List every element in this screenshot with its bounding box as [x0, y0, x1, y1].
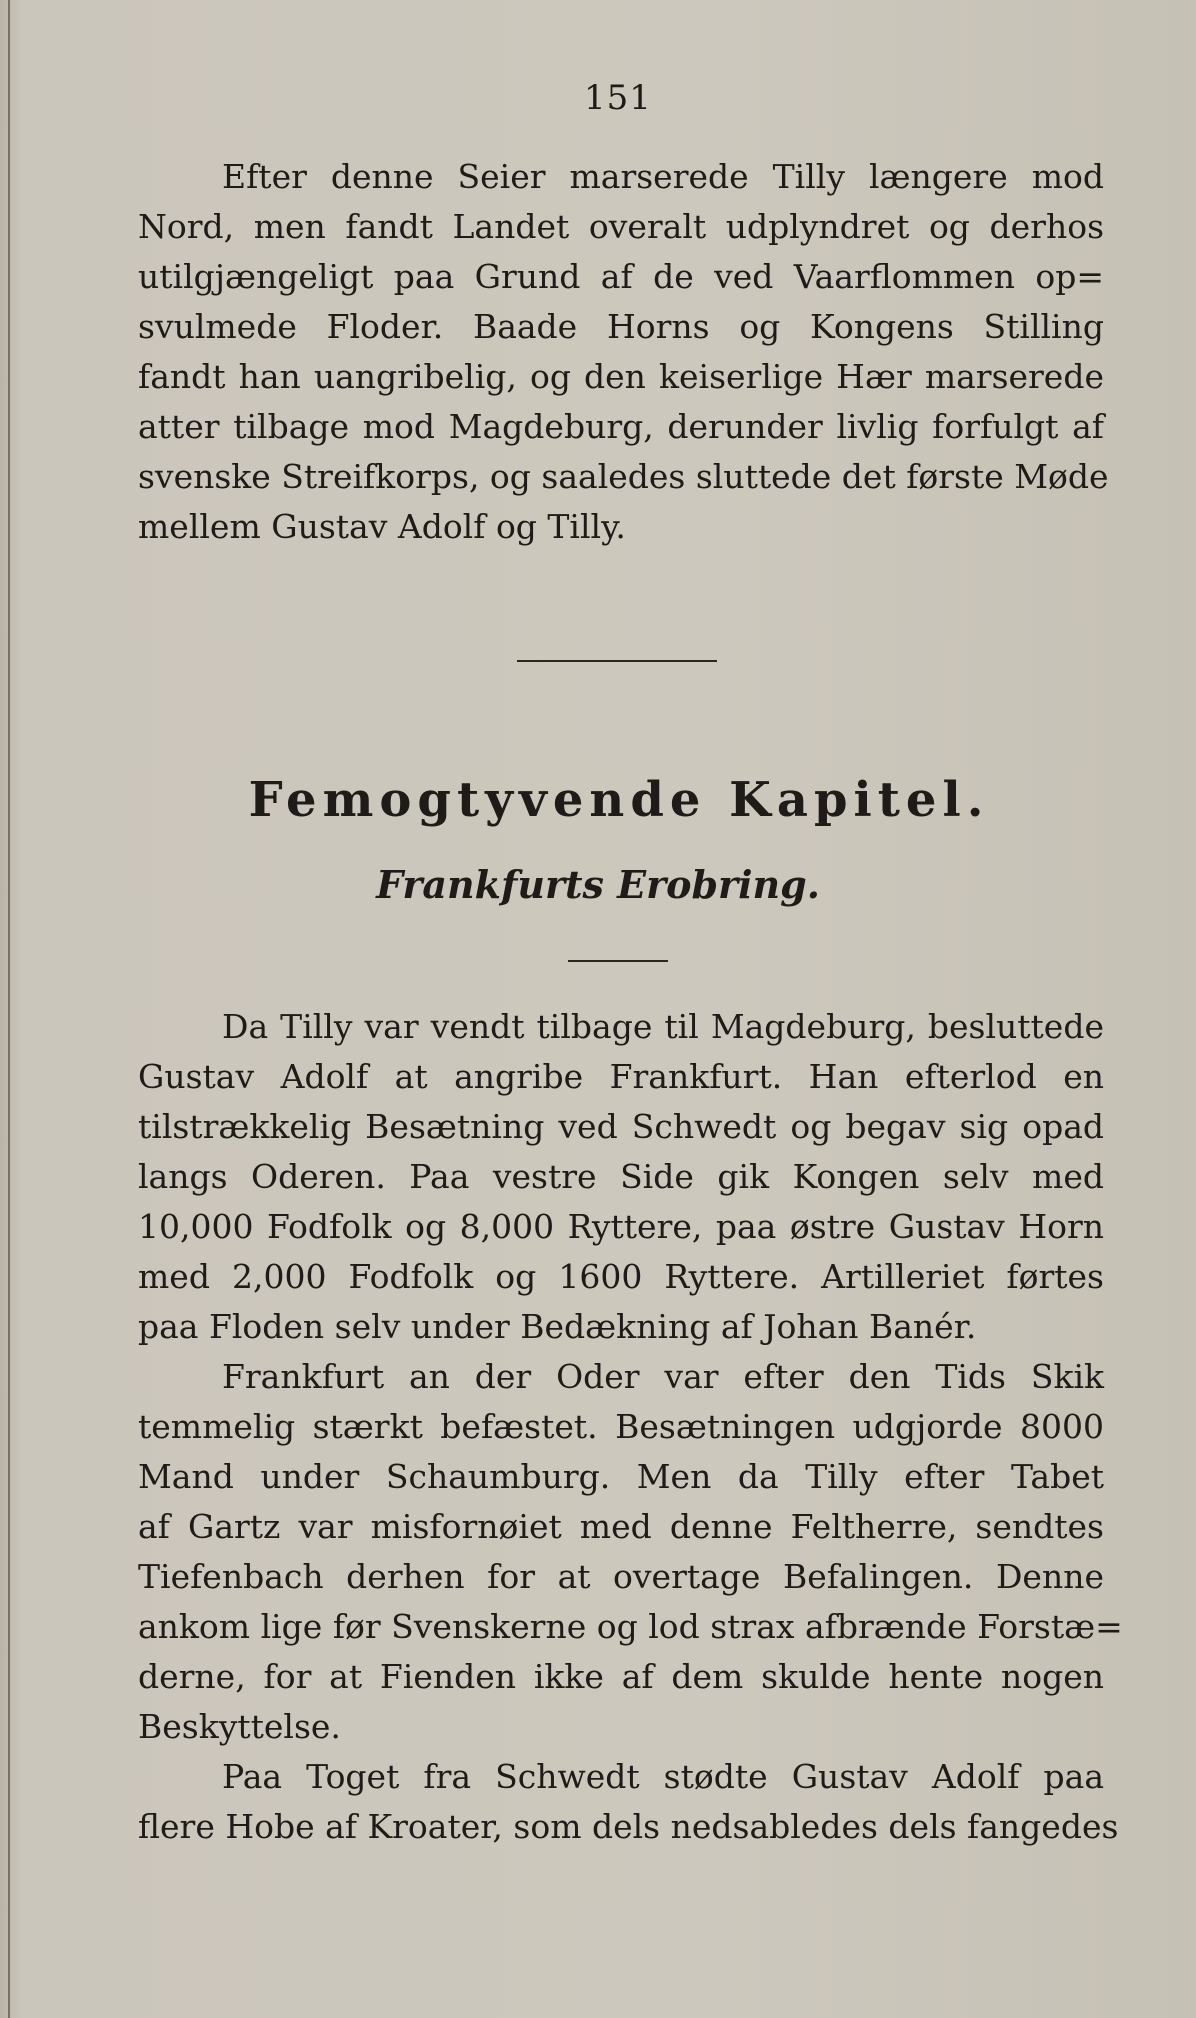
text-line: 10,000 Fodfolk og 8,000 Ryttere, paa østre Gustav Horn — [138, 1207, 1104, 1246]
chapter-subtitle: Frankfurts Erobring. — [376, 862, 820, 907]
text-line: Paa Toget fra Schwedt stødte Gustav Adolf paa — [222, 1757, 1104, 1796]
text-line: Tiefenbach derhen for at overtage Befalingen. Denne — [138, 1557, 1104, 1596]
text-line: Frankfurt an der Oder var efter den Tids Skik — [222, 1357, 1104, 1396]
text-line: svenske Streifkorps, og saaledes sluttede det første Møde — [138, 457, 1109, 496]
chapter-body — [138, 1002, 1123, 1852]
page-edge-line — [8, 0, 10, 2018]
text-line: Beskyttelse. — [138, 1707, 341, 1746]
text-line: derne, for at Fienden ikke af dem skulde hente nogen — [138, 1657, 1104, 1696]
text-line: paa Floden selv under Bedækning af Johan Banér. — [138, 1307, 977, 1346]
chapter-divider — [568, 960, 668, 962]
text-line: Efter denne Seier marserede Tilly længere mod — [222, 157, 1104, 196]
text-line: Nord, men fandt Landet overalt udplyndret og derhos — [138, 207, 1104, 246]
text-line: temmelig stærkt befæstet. Besætningen udgjorde 8000 — [138, 1407, 1104, 1446]
text-line: fandt han uangribelig, og den keiserlige Hær marserede — [138, 357, 1104, 396]
page-number: 151 — [584, 78, 652, 118]
text-line: utilgjængeligt paa Grund af de ved Vaarflommen op= — [138, 257, 1104, 296]
text-line: med 2,000 Fodfolk og 1600 Ryttere. Artilleriet førtes — [138, 1257, 1104, 1296]
text-line: flere Hobe af Kroater, som dels nedsabledes dels fangedes — [138, 1807, 1119, 1846]
paragraph-efter-denne-seier — [138, 152, 1109, 552]
text-line: af Gartz var misfornøiet med denne Feltherre, sendtes — [138, 1507, 1104, 1546]
text-line: mellem Gustav Adolf og Tilly. — [138, 507, 626, 546]
text-line: Mand under Schaumburg. Men da Tilly efter Tabet — [138, 1457, 1104, 1496]
text-line: Gustav Adolf at angribe Frankfurt. Han efterlod en — [138, 1057, 1104, 1096]
text-line: atter tilbage mod Magdeburg, derunder livlig forfulgt af — [138, 407, 1104, 446]
text-line: tilstrækkelig Besætning ved Schwedt og begav sig opad — [138, 1107, 1104, 1146]
text-line: ankom lige før Svenskerne og lod strax afbrænde Forstæ= — [138, 1607, 1123, 1646]
section-divider — [517, 660, 717, 662]
text-line: svulmede Floder. Baade Horns og Kongens Stilling — [138, 307, 1104, 346]
text-line: Da Tilly var vendt tilbage til Magdeburg, besluttede — [222, 1007, 1104, 1046]
text-line: langs Oderen. Paa vestre Side gik Kongen selv med — [138, 1157, 1104, 1196]
chapter-title: Femogtyvende Kapitel. — [248, 772, 990, 828]
